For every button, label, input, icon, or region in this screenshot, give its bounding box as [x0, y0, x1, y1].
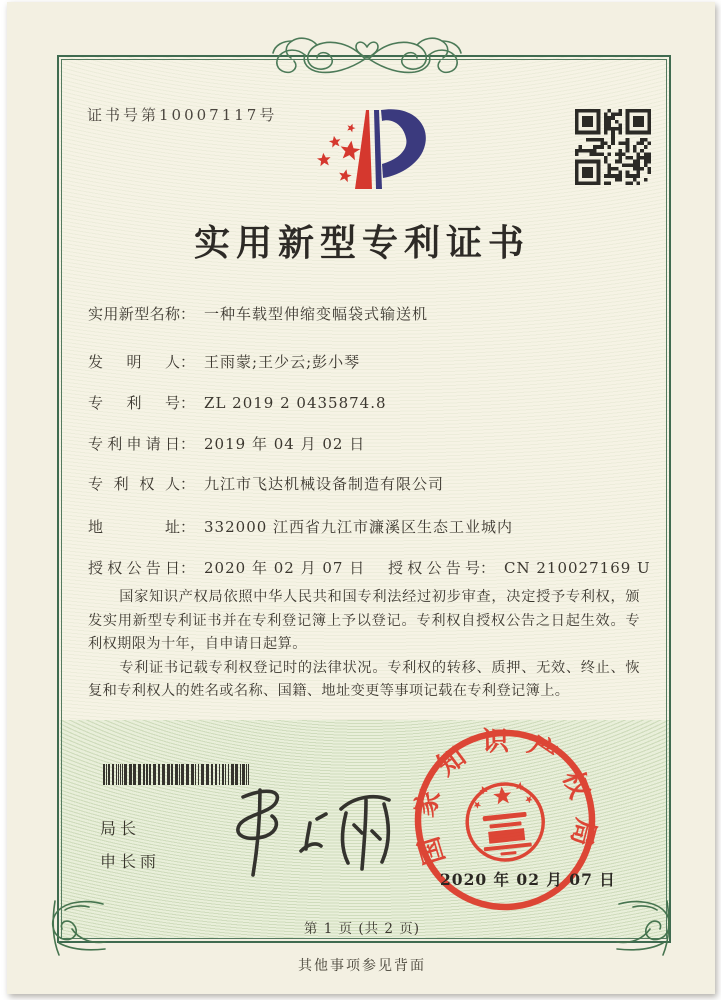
certificate-title: 实用新型专利证书 [193, 222, 530, 264]
seal-text: 国家知识产权局 [408, 725, 602, 869]
cnipa-logo-icon [293, 98, 443, 203]
field-row-address [88, 516, 648, 537]
officer-block [100, 812, 160, 878]
field-row-patent-number [88, 392, 648, 413]
national-emblem-icon [463, 779, 547, 864]
seal-date: 2020 年 02 月 07 日 [440, 870, 616, 889]
field-row-patent-name [88, 303, 648, 324]
field-label: 授权公告号 [388, 559, 480, 577]
officer-title: 局长 [100, 819, 141, 838]
field-value: ZL 2019 2 0435874.8 [204, 394, 387, 412]
field-colon: ： [180, 394, 196, 412]
cnipa-red-seal [399, 714, 610, 925]
field-value: 王雨蒙;王少云;彭小琴 [204, 353, 361, 371]
field-label: 发明人 [88, 353, 180, 371]
legal-paragraph-2: 专利证书记载专利权登记时的法律状况。专利权的转移、质押、无效、终止、恢复和专利权人的姓名或名称、国籍、地址变更等事项记载在专利登记簿上。 [88, 659, 640, 699]
field-value: 332000 江西省九江市濂溪区生态工业城内 [204, 518, 514, 536]
field-value: 2019 年 04 月 02 日 [204, 435, 366, 453]
certificate-number: 证书号第10007117号 [87, 106, 278, 124]
certificate-page [7, 2, 715, 994]
field-label: 专利权人 [88, 475, 180, 493]
field-colon: ： [180, 518, 196, 536]
field-label: 授权公告日 [88, 559, 180, 577]
reverse-side-note: 其他事项参见背面 [298, 958, 426, 974]
field-colon: ： [180, 435, 196, 453]
legal-paragraph-1: 国家知识产权局依照中华人民共和国专利法经过初步审查，决定授予专利权，颁发实用新型专利证书并在专利登记簿上予以登记。专利权自授权公告之日起生效。专利权期限为十年，自申请日起算。 [88, 589, 640, 652]
barcode [103, 764, 253, 785]
field-row-grant [88, 557, 651, 578]
legal-text [88, 586, 640, 704]
field-label: 地址 [88, 518, 180, 536]
field-value: 2020 年 02 月 07 日 [204, 559, 366, 577]
handwritten-signature [213, 783, 405, 881]
field-value: 九江市飞达机械设备制造有限公司 [204, 475, 445, 493]
field-value: CN 210027169 U [504, 559, 651, 577]
field-label: 专利号 [88, 394, 180, 412]
field-colon: ： [180, 559, 196, 577]
qr-code [575, 109, 651, 185]
field-colon: ： [180, 353, 196, 371]
field-row-filing-date [88, 433, 648, 454]
officer-name: 申长雨 [100, 852, 161, 871]
field-label: 实用新型名称 [88, 305, 180, 323]
field-colon: ： [180, 305, 196, 323]
top-flourish-ornament [253, 33, 481, 85]
field-label: 专利申请日 [88, 435, 180, 453]
field-row-inventors [88, 351, 648, 372]
field-row-patentee [88, 473, 648, 494]
field-grant-number [388, 557, 651, 578]
field-value: 一种车载型伸缩变幅袋式输送机 [204, 305, 429, 323]
field-colon: ： [180, 475, 196, 493]
field-colon: ： [480, 559, 496, 577]
page-number: 第 1 页 (共 2 页) [303, 921, 421, 937]
